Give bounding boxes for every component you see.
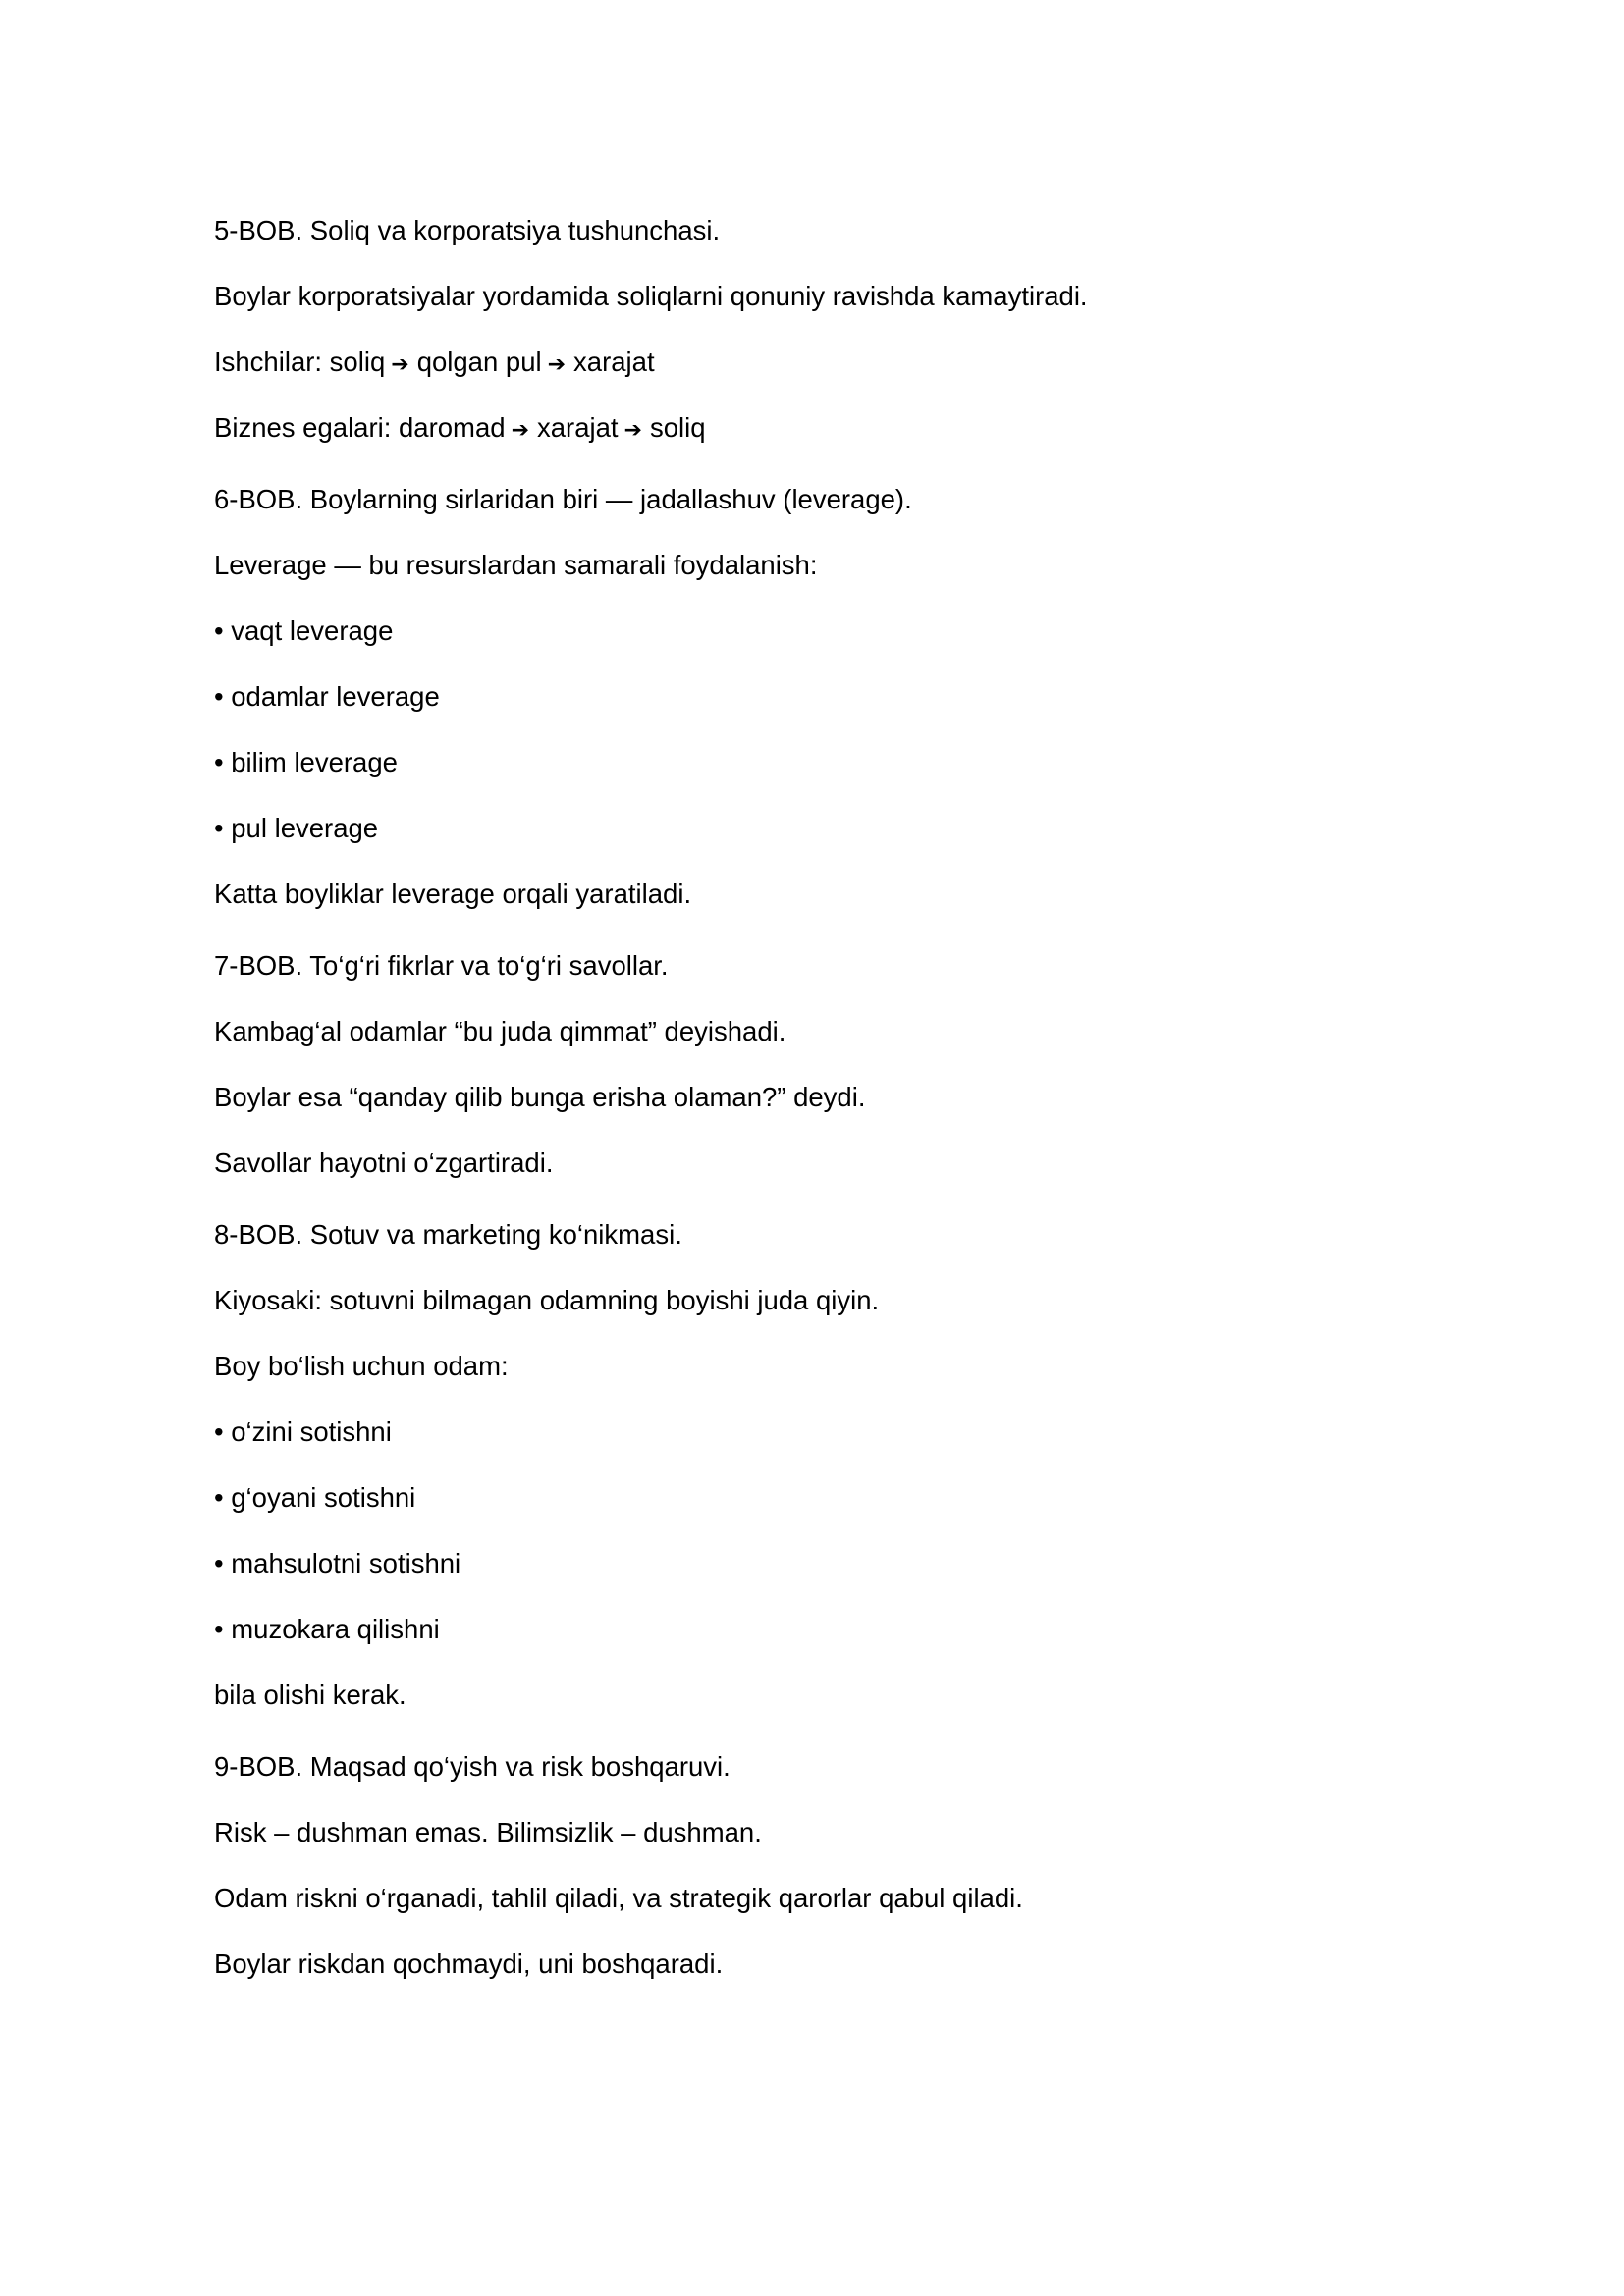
paragraph: Boylar korporatsiyalar yordamida soliqlarni qonuniy ravishda kamaytiradi. xyxy=(214,281,1088,311)
paragraph: Katta boyliklar leverage orqali yaratiladi. xyxy=(214,879,692,909)
flow-label: Ishchilar: soliq xyxy=(214,347,386,377)
paragraph: Boy bo‘lish uchun odam: xyxy=(214,1351,509,1381)
list-item: • muzokara qilishni xyxy=(214,1614,440,1644)
paragraph: Kambag‘al odamlar “bu juda qimmat” deyishadi. xyxy=(214,1016,786,1046)
flow-step: qolgan pul xyxy=(416,347,542,377)
paragraph: Savollar hayotni o‘zgartiradi. xyxy=(214,1148,554,1178)
list-item: • mahsulotni sotishni xyxy=(214,1548,461,1578)
chapter-heading: 9-BOB. Maqsad qo‘yish va risk boshqaruvi. xyxy=(214,1751,731,1782)
chapter-8 xyxy=(214,1215,1412,1715)
arrow-right-icon: ➔ xyxy=(547,351,567,376)
flow-label: Biznes egalari: daromad xyxy=(214,412,506,443)
list-item: • o‘zini sotishni xyxy=(214,1416,392,1447)
list-item: • odamlar leverage xyxy=(214,681,440,712)
arrow-right-icon: ➔ xyxy=(511,417,529,442)
paragraph: bila olishi kerak. xyxy=(214,1680,406,1710)
paragraph: Leverage — bu resurslardan samarali foydalanish: xyxy=(214,550,818,580)
list-item: • bilim leverage xyxy=(214,747,398,777)
list-item: • g‘oyani sotishni xyxy=(214,1482,416,1513)
paragraph: Kiyosaki: sotuvni bilmagan odamning boyishi juda qiyin. xyxy=(214,1285,880,1315)
list-item: • pul leverage xyxy=(214,813,379,843)
paragraph: Odam riskni o‘rganadi, tahlil qiladi, va strategik qarorlar qabul qiladi. xyxy=(214,1883,1023,1913)
document-page xyxy=(214,211,1412,2016)
chapter-6 xyxy=(214,480,1412,914)
arrow-right-icon: ➔ xyxy=(623,417,642,442)
chapter-heading: 6-BOB. Boylarning sirlaridan biri — jadallashuv (leverage). xyxy=(214,484,912,514)
chapter-7 xyxy=(214,946,1412,1183)
arrow-right-icon: ➔ xyxy=(391,351,409,376)
chapter-heading: 7-BOB. To‘g‘ri fikrlar va to‘g‘ri savollar. xyxy=(214,950,669,981)
chapter-heading: 8-BOB. Sotuv va marketing ko‘nikmasi. xyxy=(214,1219,682,1250)
flow-step: xarajat xyxy=(573,347,655,377)
paragraph: Boylar riskdan qochmaydi, uni boshqaradi. xyxy=(214,1949,724,1979)
chapter-5 xyxy=(214,211,1412,448)
flow-step: xarajat xyxy=(537,412,619,443)
flow-step: soliq xyxy=(649,412,706,443)
chapter-9 xyxy=(214,1747,1412,1984)
list-item: • vaqt leverage xyxy=(214,615,394,646)
flow-business-owners xyxy=(214,408,1412,448)
paragraph: Boylar esa “qanday qilib bunga erisha olaman?” deydi. xyxy=(214,1082,866,1112)
paragraph: Risk – dushman emas. Bilimsizlik – dushman. xyxy=(214,1817,762,1847)
flow-workers xyxy=(214,343,1412,382)
chapter-heading: 5-BOB. Soliq va korporatsiya tushunchasi. xyxy=(214,215,721,245)
